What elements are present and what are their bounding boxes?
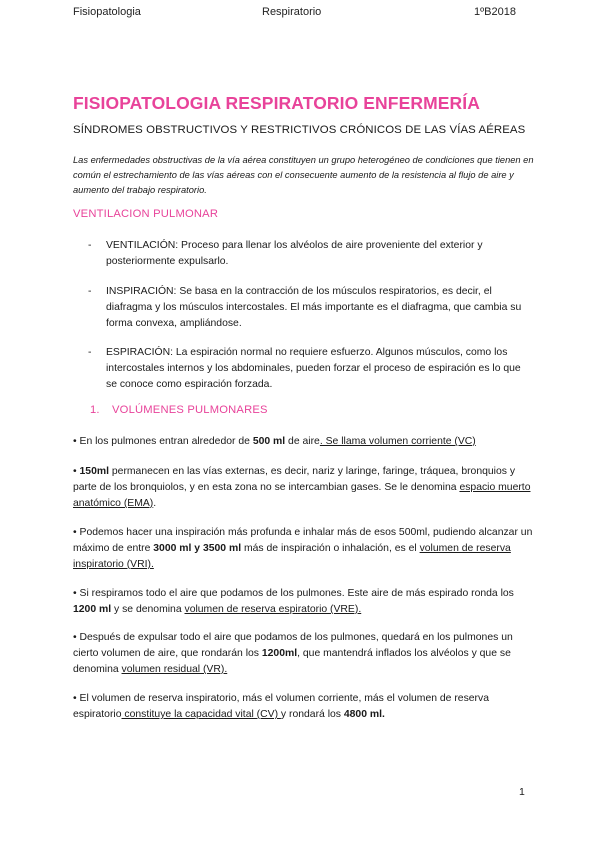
definition-ventilacion <box>88 238 528 270</box>
section-title: VENTILACION PULMONAR <box>73 208 219 220</box>
list-dash: - <box>88 347 92 358</box>
paragraph-volumen-residual: • Después de expulsar todo el aire que podamos de los pulmones, quedará en los pulmones un cierto volumen de aire, que rondarán los 1200ml, que mantendrá inflados los alvéolos y que se denomina volumen residual (VR). <box>73 632 513 675</box>
definition-text: INSPIRACIÓN: Se basa en la contracción de los músculos respiratorios, es decir, el diafragma y los músculos intercostales. El más importante es el diafragma, que cambia su forma convexa, ampliándose. <box>106 286 522 329</box>
definition-inspiracion <box>88 284 528 332</box>
paragraph-reserva-espiratorio: • Si respiramos todo el aire que podamos de los pulmones. Este aire de más espirado ronda los 1200 ml y se denomina volumen de reserva espiratorio (VRE). <box>73 588 514 615</box>
subsection-number: 1. <box>90 404 100 416</box>
definition-espiracion <box>88 345 528 393</box>
page-number: 1 <box>519 786 525 798</box>
subsection-title <box>90 404 268 416</box>
paragraph-volumen-corriente: • En los pulmones entran alrededor de 500 ml de aire. Se llama volumen corriente (VC) <box>73 436 476 447</box>
paragraph-espacio-muerto: • 150ml permanecen en las vías externas, es decir, nariz y laringe, faringe, tráquea, bronquios y parte de los bronquiolos, y en esta zona no se intercambian gases. Se le denomina espacio muerto anatómico (EMA). <box>73 466 531 509</box>
intro-paragraph: Las enfermedades obstructivas de la vía aérea constituyen un grupo heterogéneo de condiciones que tienen en común el estrechamiento de las vías aéreas con el consecuente aumento de la resistencia al flujo de aire y aumento del trabajo respiratorio. <box>73 155 534 195</box>
list-dash: - <box>88 286 92 297</box>
header-subject: Fisiopatologia <box>73 6 141 18</box>
document-subtitle: SÍNDROMES OBSTRUCTIVOS Y RESTRICTIVOS CRÓNICOS DE LAS VÍAS AÉREAS <box>73 124 526 136</box>
definition-text: ESPIRACIÓN: La espiración normal no requiere esfuerzo. Algunos músculos, como los intercostales internos y los abdominales, pueden forzar el proceso de espiración es lo que se conoce como espiración forzada. <box>106 347 521 390</box>
list-dash: - <box>88 240 92 251</box>
paragraph-reserva-inspiratorio: • Podemos hacer una inspiración más profunda e inhalar más de esos 500ml, pudiendo alcanzar un máximo de entre 3000 ml y 3500 ml más de inspiración o inhalación, es el volumen de reserva inspiratorio (VRI). <box>73 527 533 570</box>
paragraph-capacidad-vital: • El volumen de reserva inspiratorio, más el volumen corriente, más el volumen de reserva espiratorio constituye la capacidad vital (CV) y rondará los 4800 ml. <box>73 693 489 720</box>
definition-text: VENTILACIÓN: Proceso para llenar los alvéolos de aire proveniente del exterior y posteriormente expulsarlo. <box>106 240 483 267</box>
subsection-label: VOLÚMENES PULMONARES <box>112 404 268 416</box>
document-title: FISIOPATOLOGIA RESPIRATORIO ENFERMERÍA <box>73 93 480 113</box>
header-topic: Respiratorio <box>262 6 322 18</box>
header-course: 1ºB2018 <box>474 6 516 18</box>
